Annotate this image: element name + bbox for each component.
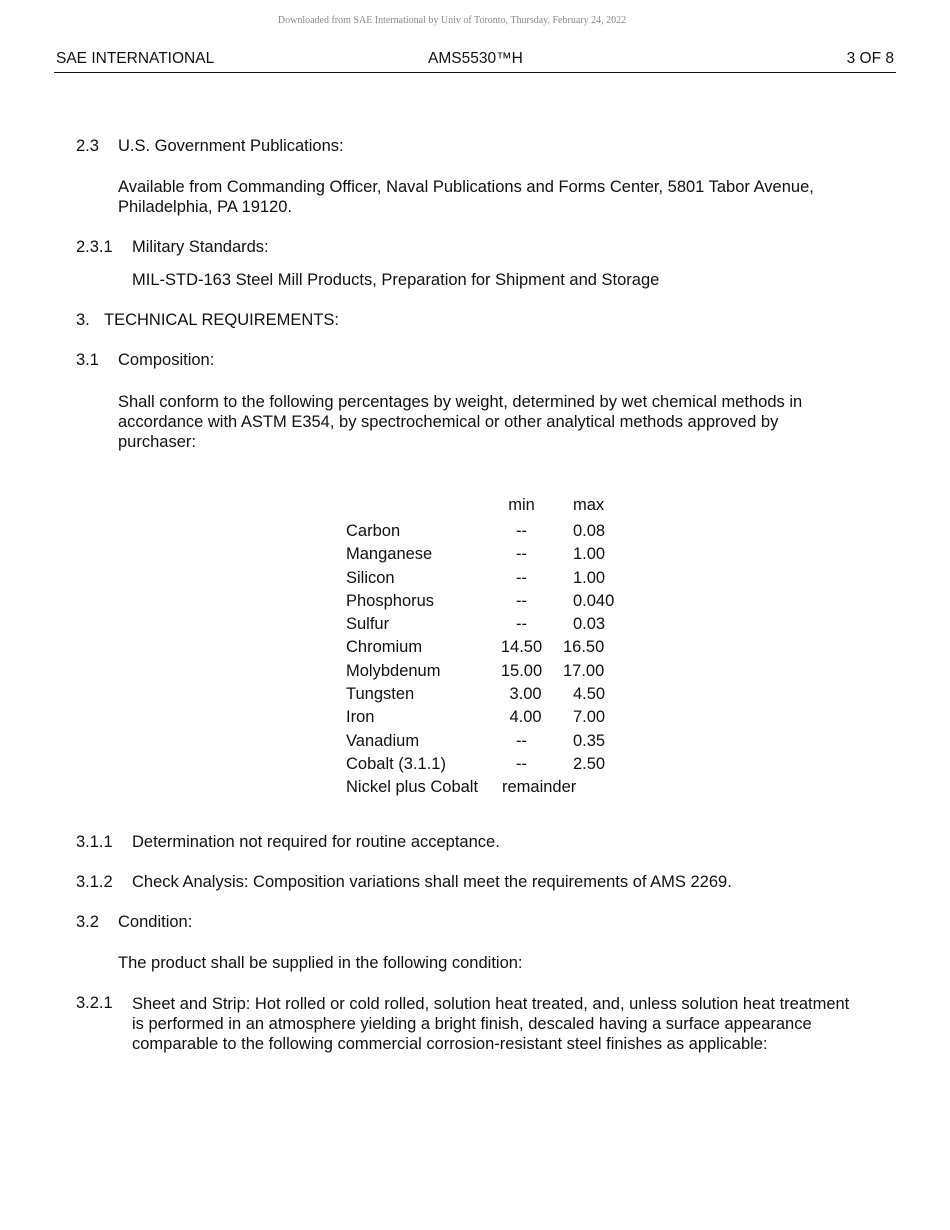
section-3-1-1-number: 3.1.1	[76, 833, 113, 851]
element-max: 2.50	[573, 755, 606, 773]
column-header-max: max	[573, 496, 605, 514]
element-name: Molybdenum	[346, 662, 441, 680]
section-2-3-title: U.S. Government Publications:	[118, 137, 344, 155]
element-name: Carbon	[346, 522, 401, 540]
header-org: SAE INTERNATIONAL	[56, 50, 215, 67]
body-line: accordance with ASTM E354, by spectrochemical or other analytical methods approved by	[118, 413, 779, 431]
header-doc-number: AMS5530™H	[428, 50, 523, 67]
section-2-3-1-title: Military Standards:	[132, 238, 269, 256]
body-line: Philadelphia, PA 19120.	[118, 198, 292, 216]
element-min: --	[516, 545, 527, 563]
element-min: 14.50	[500, 638, 543, 656]
element-max: 0.040	[573, 592, 615, 610]
element-max: 0.08	[573, 522, 606, 540]
body-line: Sheet and Strip: Hot rolled or cold rolled, solution heat treated, and, unless solution heat treatment	[132, 995, 850, 1013]
section-2-3-body	[118, 177, 814, 217]
section-3-1-2-number: 3.1.2	[76, 873, 113, 891]
element-min: --	[516, 569, 527, 587]
element-max: 1.00	[573, 545, 606, 563]
element-min: 4.00	[509, 708, 542, 726]
section-3-1-2-text: Check Analysis: Composition variations shall meet the requirements of AMS 2269.	[132, 873, 732, 891]
section-3-2-title: Condition:	[118, 913, 193, 931]
section-3-2-body: The product shall be supplied in the following condition:	[118, 954, 523, 972]
section-3-2-1-number: 3.2.1	[76, 994, 113, 1012]
section-3-1-title: Composition:	[118, 351, 215, 369]
remainder-element-name: Nickel plus Cobalt	[346, 778, 479, 796]
element-max: 16.50	[563, 638, 605, 656]
section-3-1-body	[118, 392, 802, 452]
element-name: Vanadium	[346, 732, 420, 750]
element-min: --	[516, 522, 527, 540]
section-3-2-number: 3.2	[76, 913, 99, 931]
body-line: purchaser:	[118, 433, 196, 451]
download-watermark: Downloaded from SAE International by Univ of Toronto, Thursday, February 24, 2022	[277, 15, 627, 26]
element-min: --	[516, 755, 527, 773]
element-max: 0.03	[573, 615, 606, 633]
body-line: Shall conform to the following percentages by weight, determined by wet chemical methods in	[118, 393, 803, 411]
header-page-number: 3 OF 8	[846, 50, 894, 67]
element-name: Chromium	[346, 638, 423, 656]
section-2-3-number: 2.3	[76, 137, 99, 155]
section-3-1-1-text: Determination not required for routine acceptance.	[132, 833, 500, 851]
section-3-1-number: 3.1	[76, 351, 99, 369]
element-name: Silicon	[346, 569, 395, 587]
header-rule	[54, 72, 896, 73]
body-line: Available from Commanding Officer, Naval Publications and Forms Center, 5801 Tabor Avenue,	[118, 178, 814, 196]
section-2-3-1-number: 2.3.1	[76, 238, 113, 256]
section-3-title: TECHNICAL REQUIREMENTS:	[104, 311, 339, 329]
element-name: Sulfur	[346, 615, 390, 633]
element-min: 15.00	[500, 662, 543, 680]
remainder-value: remainder	[502, 778, 577, 796]
element-name: Tungsten	[346, 685, 415, 703]
element-max: 4.50	[573, 685, 606, 703]
mil-std-163-reference: MIL-STD-163 Steel Mill Products, Preparation for Shipment and Storage	[132, 271, 660, 289]
section-3-number: 3.	[76, 311, 90, 329]
column-header-min: min	[508, 496, 535, 514]
element-min: --	[516, 592, 527, 610]
body-line: comparable to the following commercial corrosion-resistant steel finishes as applicable:	[132, 1035, 768, 1053]
body-line: is performed in an atmosphere yielding a bright finish, descaled having a surface appearance	[132, 1015, 812, 1033]
section-3-2-1-body	[132, 994, 849, 1054]
element-name: Phosphorus	[346, 592, 435, 610]
element-min: --	[516, 615, 527, 633]
element-min: 3.00	[509, 685, 542, 703]
element-max: 17.00	[563, 662, 605, 680]
element-max: 1.00	[573, 569, 606, 587]
element-min: --	[516, 732, 527, 750]
element-name: Cobalt (3.1.1)	[346, 755, 446, 773]
element-max: 0.35	[573, 732, 606, 750]
element-name: Iron	[346, 708, 375, 726]
element-max: 7.00	[573, 708, 606, 726]
element-name: Manganese	[346, 545, 433, 563]
